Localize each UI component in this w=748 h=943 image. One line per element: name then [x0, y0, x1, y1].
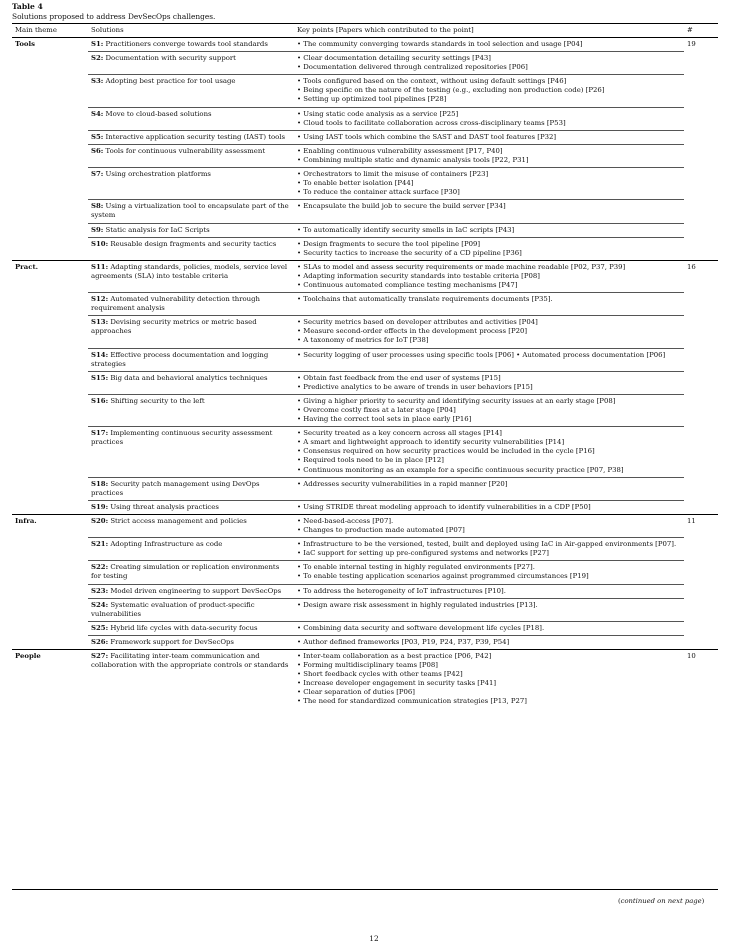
solution-id: S25:	[91, 623, 109, 632]
key-point: • Predictive analytics to be aware of trends in user behaviors [P15]	[297, 383, 681, 392]
continued-text: continued on next page	[620, 897, 702, 905]
count-spacer	[684, 316, 718, 348]
solution-id: S27:	[91, 651, 109, 660]
solution-cell	[88, 561, 294, 584]
count-spacer	[684, 168, 718, 200]
table-row	[12, 293, 718, 316]
key-point: • To automatically identify security smells in IaC scripts [P43]	[297, 226, 681, 235]
key-points-cell	[294, 500, 684, 514]
solution-id: S13:	[91, 318, 109, 327]
solution-cell	[88, 427, 294, 477]
table-row	[12, 635, 718, 649]
key-point: • Combining multiple static and dynamic analysis tools [P22, P31]	[297, 156, 681, 165]
key-points-list	[297, 147, 681, 165]
table-body	[12, 38, 718, 709]
solution-id: S3:	[91, 77, 104, 86]
key-point: • A taxonomy of metrics for IoT [P38]	[297, 336, 681, 345]
key-point: • Documentation delivered through centralized repositories [P06]	[297, 63, 681, 72]
count-spacer	[684, 621, 718, 635]
solution-id: S5:	[91, 132, 104, 141]
key-point: • Security metrics based on developer attributes and activities [P04]	[297, 318, 681, 327]
key-points-list	[297, 54, 681, 72]
key-points-cell	[294, 394, 684, 426]
theme-spacer	[12, 635, 88, 649]
table-row	[12, 38, 718, 52]
table-row	[12, 621, 718, 635]
key-point: • Need-based-access [P07].	[297, 517, 681, 526]
main-theme: Infra.	[12, 514, 88, 537]
main-theme: People	[12, 649, 88, 708]
key-points-cell	[294, 223, 684, 237]
key-point: • Combining data security and software development life cycles [P18].	[297, 624, 681, 633]
key-point: • Security treated as a key concern across all stages [P14]	[297, 429, 681, 438]
table-label: Table 4	[12, 2, 43, 11]
solution-cell	[88, 584, 294, 598]
solution-cell	[88, 514, 294, 537]
solution-cell	[88, 477, 294, 500]
key-points-cell	[294, 584, 684, 598]
key-point: • Setting up optimized tool pipelines [P28]	[297, 95, 681, 104]
solution-cell	[88, 293, 294, 316]
key-points-cell	[294, 348, 684, 371]
solution-name: Facilitating inter-team communication and collaboration with the appropriate controls or standards	[91, 651, 289, 670]
key-points-list	[297, 517, 681, 535]
key-points-cell	[294, 635, 684, 649]
solution-cell	[88, 130, 294, 144]
key-points-cell	[294, 477, 684, 500]
solution-name: Move to cloud-based solutions	[105, 109, 212, 118]
key-point: • Clear separation of duties [P06]	[297, 688, 681, 697]
solution-id: S20:	[91, 516, 109, 525]
key-points-cell	[294, 200, 684, 223]
solution-id: S24:	[91, 600, 109, 609]
key-point: • Required tools need to be in place [P12]	[297, 456, 681, 465]
key-point: • Toolchains that automatically translate requirements documents [P35].	[297, 295, 681, 304]
key-point: • Using STRIDE threat modeling approach to identify vulnerabilities in a CDP [P50]	[297, 503, 681, 512]
table-row	[12, 168, 718, 200]
key-points-list	[297, 563, 681, 581]
solution-count: 10	[684, 649, 718, 708]
count-spacer	[684, 223, 718, 237]
theme-spacer	[12, 200, 88, 223]
key-points-list	[297, 40, 681, 49]
theme-spacer	[12, 427, 88, 477]
solution-name: Adopting best practice for tool usage	[105, 77, 236, 86]
count-spacer	[684, 144, 718, 167]
key-points-cell	[294, 130, 684, 144]
key-points-list	[297, 587, 681, 596]
table-row	[12, 394, 718, 426]
key-points-list	[297, 374, 681, 392]
key-points-cell	[294, 561, 684, 584]
key-point: • Overcome costly fixes at a later stage [P04]	[297, 406, 681, 415]
solution-cell	[88, 394, 294, 426]
theme-spacer	[12, 561, 88, 584]
key-points-cell	[294, 260, 684, 292]
key-point: • Addresses security vulnerabilities in a rapid manner [P20]	[297, 480, 681, 489]
key-points-cell	[294, 538, 684, 561]
table-row	[12, 348, 718, 371]
table-header-row	[12, 24, 718, 38]
solution-name: Static analysis for IaC Scripts	[105, 225, 210, 234]
key-points-list	[297, 480, 681, 489]
solution-id: S15:	[91, 373, 109, 382]
key-points-list	[297, 503, 681, 512]
solution-cell	[88, 316, 294, 348]
solution-name: Automated vulnerability detection through requirement analysis	[91, 295, 260, 313]
table-row	[12, 500, 718, 514]
solution-cell	[88, 635, 294, 649]
theme-spacer	[12, 293, 88, 316]
solution-id: S14:	[91, 350, 109, 359]
key-points-list	[297, 318, 681, 345]
count-spacer	[684, 107, 718, 130]
key-point: • Clear documentation detailing security settings [P43]	[297, 54, 681, 63]
solution-name: Shifting security to the left	[110, 396, 205, 405]
solution-id: S23:	[91, 586, 109, 595]
solution-id: S12:	[91, 295, 109, 304]
solution-cell	[88, 144, 294, 167]
key-point: • Cloud tools to facilitate collaboration across cross-disciplinary teams [P53]	[297, 119, 681, 128]
solution-name: Creating simulation or replication environments for testing	[91, 563, 280, 581]
key-points-cell	[294, 371, 684, 394]
key-points-list	[297, 77, 681, 104]
key-point: • Short feedback cycles with other teams [P42]	[297, 670, 681, 679]
key-point: • Changes to production made automated [P07]	[297, 526, 681, 535]
key-point: • Using IAST tools which combine the SAST and DAST tool features [P32]	[297, 133, 681, 142]
continued-note: (continued on next page)	[618, 897, 705, 905]
solution-id: S2:	[91, 54, 104, 63]
key-point: • Design fragments to secure the tool pipeline [P09]	[297, 240, 681, 249]
key-point: • To enable testing application scenarios against programmed circumstances [P19]	[297, 572, 681, 581]
key-points-list	[297, 295, 681, 304]
table-row	[12, 130, 718, 144]
table-row	[12, 649, 718, 708]
main-theme: Tools	[15, 40, 36, 48]
key-points-list	[297, 202, 681, 211]
solution-count: 19	[687, 40, 696, 48]
table-row	[12, 316, 718, 348]
key-point: • Forming multidisciplinary teams [P08]	[297, 661, 681, 670]
key-points-list	[297, 652, 681, 707]
solution-name: Tools for continuous vulnerability assessment	[105, 146, 266, 155]
key-points-cell	[294, 75, 684, 107]
key-points-list	[297, 110, 681, 128]
key-point: • Being specific on the nature of the testing (e.g., excluding non production code) [P26]	[297, 86, 681, 95]
solution-name: Reusable design fragments and security tactics	[110, 239, 277, 248]
solution-cell	[88, 38, 294, 52]
key-point: • Consensus required on how security practices would be included in the cycle [P16]	[297, 447, 681, 456]
key-points-list	[297, 263, 681, 290]
theme-spacer	[12, 144, 88, 167]
key-point: • To enable better isolation [P44]	[297, 179, 681, 188]
solution-count: 16	[684, 260, 718, 292]
count-spacer	[684, 394, 718, 426]
table-row	[12, 427, 718, 477]
count-spacer	[684, 635, 718, 649]
key-points-cell	[294, 144, 684, 167]
key-point: • Measure second-order effects in the development process [P20]	[297, 327, 681, 336]
table-row	[12, 260, 718, 292]
key-point: • Infrastructure to be the versioned, tested, built and deployed using IaC in Air-gapped environments [P07].	[297, 540, 681, 549]
solution-cell	[88, 621, 294, 635]
solution-id: S17:	[91, 429, 109, 438]
key-point: • The community converging towards standards in tool selection and usage [P04]	[297, 40, 681, 49]
solution-id: S10:	[91, 239, 109, 248]
key-point: • Using static code analysis as a service [P25]	[297, 110, 681, 119]
solution-cell	[88, 348, 294, 371]
table-row	[12, 538, 718, 561]
table-caption: Solutions proposed to address DevSecOps challenges.	[12, 12, 216, 21]
solution-name: Adapting standards, policies, models, service level agreements (SLA) into testable criteria	[91, 262, 288, 280]
key-point: • Adapting information security standards into testable criteria [P08]	[297, 272, 681, 281]
table-row	[12, 223, 718, 237]
key-point: • SLAs to model and assess security requirements or made machine readable [P02, P37, P39]	[297, 263, 681, 272]
key-points-list	[297, 397, 681, 424]
key-points-cell	[294, 38, 684, 52]
solution-cell	[88, 168, 294, 200]
key-points-cell	[294, 293, 684, 316]
key-points-cell	[294, 598, 684, 621]
table-row	[12, 514, 718, 537]
solution-cell	[88, 260, 294, 292]
key-point: • Inter-team collaboration as a best practice [P06, P42]	[297, 652, 681, 661]
header-main-theme: Main theme	[12, 24, 88, 38]
table-row	[12, 107, 718, 130]
key-points-cell	[294, 427, 684, 477]
key-point: • Tools configured based on the context, without using default settings [P46]	[297, 77, 681, 86]
solution-name: Devising security metrics or metric based approaches	[91, 318, 257, 336]
theme-spacer	[12, 223, 88, 237]
solution-name: Framework support for DevSecOps	[110, 637, 234, 646]
key-point: • Increase developer engagement in security tasks [P41]	[297, 679, 681, 688]
key-point: • To address the heterogeneity of IoT infrastructures [P10].	[297, 587, 681, 596]
theme-spacer	[12, 107, 88, 130]
key-point: • To enable internal testing in highly regulated environments [P27].	[297, 563, 681, 572]
key-point: • Enabling continuous vulnerability assessment [P17, P40]	[297, 147, 681, 156]
solution-name: Practitioners converge towards tool standards	[105, 40, 268, 48]
solution-name: Using orchestration platforms	[105, 170, 211, 179]
key-point: • Design aware risk assessment in highly regulated industries [P13].	[297, 601, 681, 610]
solution-cell	[88, 75, 294, 107]
solution-cell	[88, 52, 294, 75]
key-points-list	[297, 601, 681, 610]
theme-spacer	[12, 584, 88, 598]
solution-cell	[88, 500, 294, 514]
key-points-cell	[294, 107, 684, 130]
solution-id: S6:	[91, 146, 104, 155]
solutions-table	[12, 23, 718, 709]
key-point: • A smart and lightweight approach to identify security vulnerabilities [P14]	[297, 438, 681, 447]
theme-spacer	[12, 348, 88, 371]
theme-spacer	[12, 371, 88, 394]
key-point: • Orchestrators to limit the misuse of containers [P23]	[297, 170, 681, 179]
solution-name: Implementing continuous security assessment practices	[91, 429, 273, 447]
solution-id: S26:	[91, 637, 109, 646]
solution-name: Big data and behavioral analytics techniques	[110, 373, 268, 382]
solution-name: Model driven engineering to support DevSecOps	[110, 586, 282, 595]
solution-cell	[88, 223, 294, 237]
theme-spacer	[12, 477, 88, 500]
header-solutions: Solutions	[88, 24, 294, 38]
theme-spacer	[12, 316, 88, 348]
solution-cell	[88, 649, 294, 708]
key-points-list	[297, 429, 681, 474]
key-points-list	[297, 240, 681, 258]
theme-spacer	[12, 52, 88, 75]
key-points-list	[297, 624, 681, 633]
solution-name: Systematic evaluation of product-specific vulnerabilities	[91, 600, 255, 618]
key-point: • Obtain fast feedback from the end user of systems [P15]	[297, 374, 681, 383]
table-row	[12, 237, 718, 260]
table-row	[12, 200, 718, 223]
solution-id: S22:	[91, 563, 109, 572]
solution-name: Security patch management using DevOps practices	[91, 479, 260, 497]
solution-cell	[88, 538, 294, 561]
solution-cell	[88, 598, 294, 621]
key-point: • IaC support for setting up pre-configured systems and networks [P27]	[297, 549, 681, 558]
solution-name: Adopting Infrastructure as code	[110, 540, 223, 549]
count-spacer	[684, 477, 718, 500]
table-row	[12, 584, 718, 598]
table-row	[12, 371, 718, 394]
solution-id: S18:	[91, 479, 109, 488]
key-points-cell	[294, 514, 684, 537]
count-spacer	[684, 598, 718, 621]
header-key-points: Key points [Papers which contributed to the point]	[294, 24, 684, 38]
key-points-cell	[294, 168, 684, 200]
count-spacer	[684, 293, 718, 316]
key-points-cell	[294, 649, 684, 708]
solution-id: S8:	[91, 202, 104, 211]
key-points-list	[297, 540, 681, 558]
solution-id: S9:	[91, 225, 104, 234]
count-spacer	[684, 130, 718, 144]
solution-id: S7:	[91, 170, 104, 179]
key-points-cell	[294, 621, 684, 635]
count-spacer	[684, 52, 718, 75]
count-spacer	[684, 371, 718, 394]
theme-spacer	[12, 538, 88, 561]
theme-spacer	[12, 500, 88, 514]
solution-name: Using a virtualization tool to encapsulate part of the system	[91, 202, 289, 220]
table-row	[12, 144, 718, 167]
count-spacer	[684, 561, 718, 584]
table-row	[12, 52, 718, 75]
key-point: • Security logging of user processes using specific tools [P06] • Automated process documentation [P06]	[297, 351, 681, 360]
theme-spacer	[12, 168, 88, 200]
solution-name: Using threat analysis practices	[110, 502, 219, 511]
key-point: • The need for standardized communication strategies [P13, P27]	[297, 697, 681, 706]
solution-id: S21:	[91, 540, 109, 549]
solution-id: S19:	[91, 502, 109, 511]
count-spacer	[684, 427, 718, 477]
count-spacer	[684, 75, 718, 107]
main-theme: Pract.	[12, 260, 88, 292]
key-point: • Having the correct tool sets in place early [P16]	[297, 415, 681, 424]
solution-name: Interactive application security testing (IAST) tools	[105, 132, 286, 141]
solution-count: 11	[684, 514, 718, 537]
key-points-list	[297, 226, 681, 235]
page-number: 12	[369, 934, 379, 943]
key-points-list	[297, 170, 681, 197]
count-spacer	[684, 200, 718, 223]
theme-spacer	[12, 394, 88, 426]
key-point: • Continuous monitoring as an example for a specific continuous security practice [P07, P38]	[297, 466, 681, 475]
key-points-cell	[294, 52, 684, 75]
key-points-list	[297, 638, 681, 647]
key-points-list	[297, 133, 681, 142]
key-point: • Continuous automated compliance testing mechanisms [P47]	[297, 281, 681, 290]
solution-id: S16:	[91, 396, 109, 405]
count-spacer	[684, 538, 718, 561]
theme-spacer	[12, 130, 88, 144]
theme-spacer	[12, 75, 88, 107]
solution-cell	[88, 107, 294, 130]
key-points-list	[297, 351, 681, 360]
solution-id: S11:	[91, 262, 109, 271]
theme-spacer	[12, 598, 88, 621]
solution-name: Hybrid life cycles with data-security focus	[110, 623, 258, 632]
key-point: • Encapsulate the build job to secure the build server [P34]	[297, 202, 681, 211]
solution-cell	[88, 371, 294, 394]
key-point: • Author defined frameworks [P03, P19, P24, P37, P39, P54]	[297, 638, 681, 647]
table-row	[12, 477, 718, 500]
solution-name: Effective process documentation and logging strategies	[91, 350, 269, 368]
count-spacer	[684, 348, 718, 371]
count-spacer	[684, 500, 718, 514]
solution-id: S4:	[91, 109, 104, 118]
theme-spacer	[12, 237, 88, 260]
header-count: #	[684, 24, 718, 38]
table-bottom-rule	[12, 889, 718, 890]
key-point: • Giving a higher priority to security and identifying security issues at an early stage [P08]	[297, 397, 681, 406]
key-point: • To reduce the container attack surface [P30]	[297, 188, 681, 197]
count-spacer	[684, 584, 718, 598]
theme-spacer	[12, 621, 88, 635]
solution-id: S1:	[91, 40, 104, 48]
key-point: • Security tactics to increase the security of a CD pipeline [P36]	[297, 249, 681, 258]
key-points-cell	[294, 237, 684, 260]
count-spacer	[684, 237, 718, 260]
table-row	[12, 561, 718, 584]
solution-name: Documentation with security support	[105, 54, 236, 63]
table-row	[12, 75, 718, 107]
table-row	[12, 598, 718, 621]
solution-cell	[88, 200, 294, 223]
solution-cell	[88, 237, 294, 260]
key-points-cell	[294, 316, 684, 348]
solution-name: Strict access management and policies	[110, 516, 247, 525]
